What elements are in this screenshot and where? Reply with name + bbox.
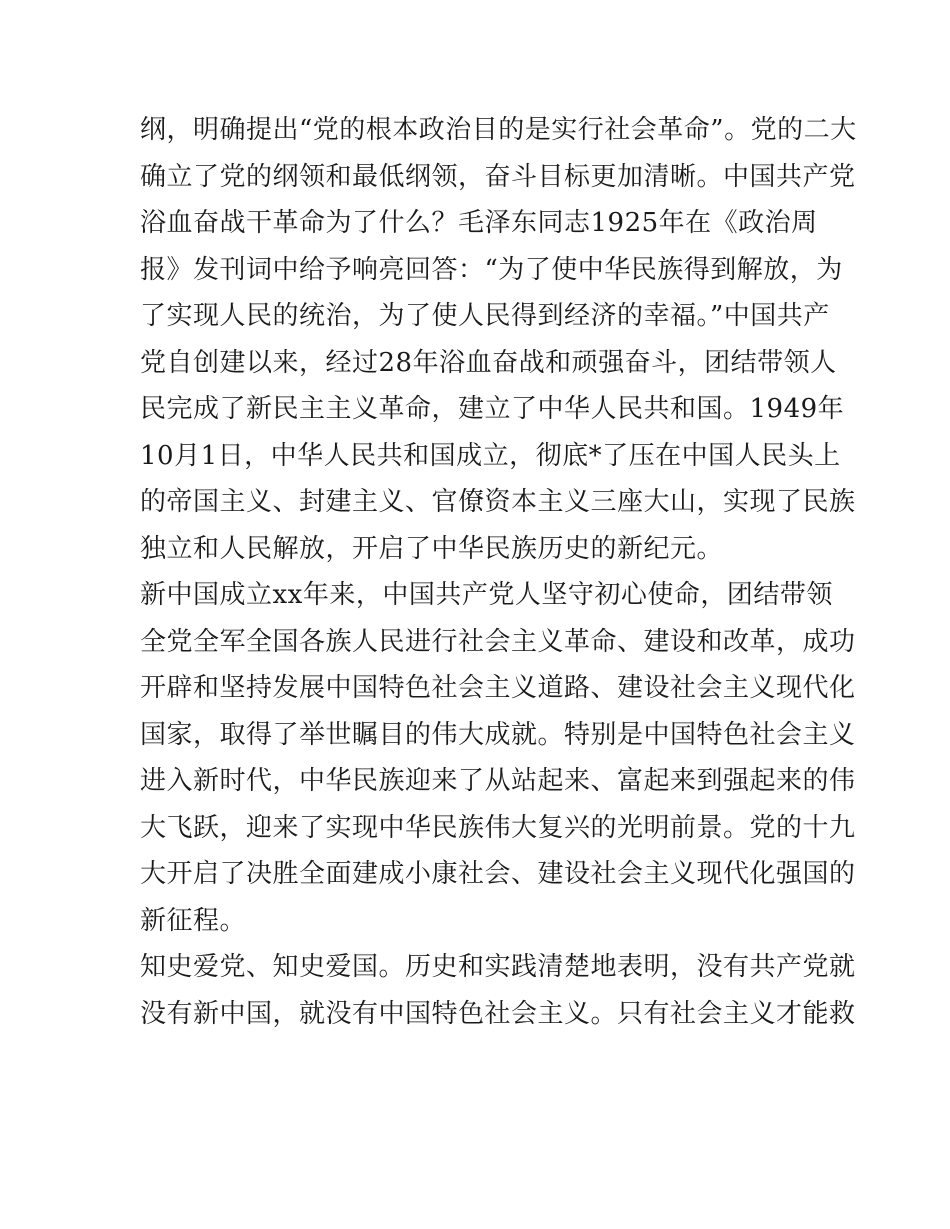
text-line: 国家，取得了举世瞩目的伟大成就。特别是中国特色社会主义 <box>140 719 856 750</box>
text-line: 大飞跃，迎来了实现中华民族伟大复兴的光明前景。党的十九 <box>140 812 856 843</box>
text-line: 新中国成立xx年来，中国共产党人坚守初心使命，团结带领 <box>140 580 833 610</box>
text-line: 开辟和坚持发展中国特色社会主义道路、建设社会主义现代化 <box>140 673 856 703</box>
text-line: 知史爱党、知史爱国。历史和实践清楚地表明，没有共产党就 <box>140 952 856 982</box>
text-line: 进入新时代，中华民族迎来了从站起来、富起来到强起来的伟 <box>140 766 856 796</box>
text-line: 的帝国主义、封建主义、官僚资本主义三座大山，实现了民族 <box>140 487 856 517</box>
text-line: 报》发刊词中给予响亮回答：“为了使中华民族得到解放，为 <box>140 254 843 285</box>
text-line: 纲，明确提出“党的根本政治目的是实行社会革命”。党的二大 <box>140 115 857 145</box>
text-line: 大开启了决胜全面建成小康社会、建设社会主义现代化强国的 <box>140 859 856 889</box>
text-line: 全党全军全国各族人民进行社会主义革命、建设和改革，成功 <box>140 626 856 657</box>
text-line: 确立了党的纲领和最低纲领，奋斗目标更加清晰。中国共产党 <box>140 161 856 192</box>
text-line: 新征程。 <box>140 905 247 936</box>
text-line: 10月1日，中华人民共和国成立，彻底*了压在中国人民头上 <box>140 440 841 471</box>
text-line: 没有新中国，就没有中国特色社会主义。只有社会主义才能救 <box>140 998 856 1029</box>
text-line: 民完成了新民主主义革命，建立了中华人民共和国。1949年 <box>140 394 845 424</box>
body-text <box>140 107 857 1037</box>
text-line: 独立和人民解放，开启了中华民族历史的新纪元。 <box>140 533 724 564</box>
text-line: 了实现人民的统治，为了使人民得到经济的幸福。”中国共产 <box>140 301 830 331</box>
text-line: 浴血奋战干革命为了什么？毛泽东同志1925年在《政治周 <box>140 208 818 238</box>
text-line: 党自创建以来，经过28年浴血奋战和顽强奋斗，团结带领人 <box>140 347 837 378</box>
